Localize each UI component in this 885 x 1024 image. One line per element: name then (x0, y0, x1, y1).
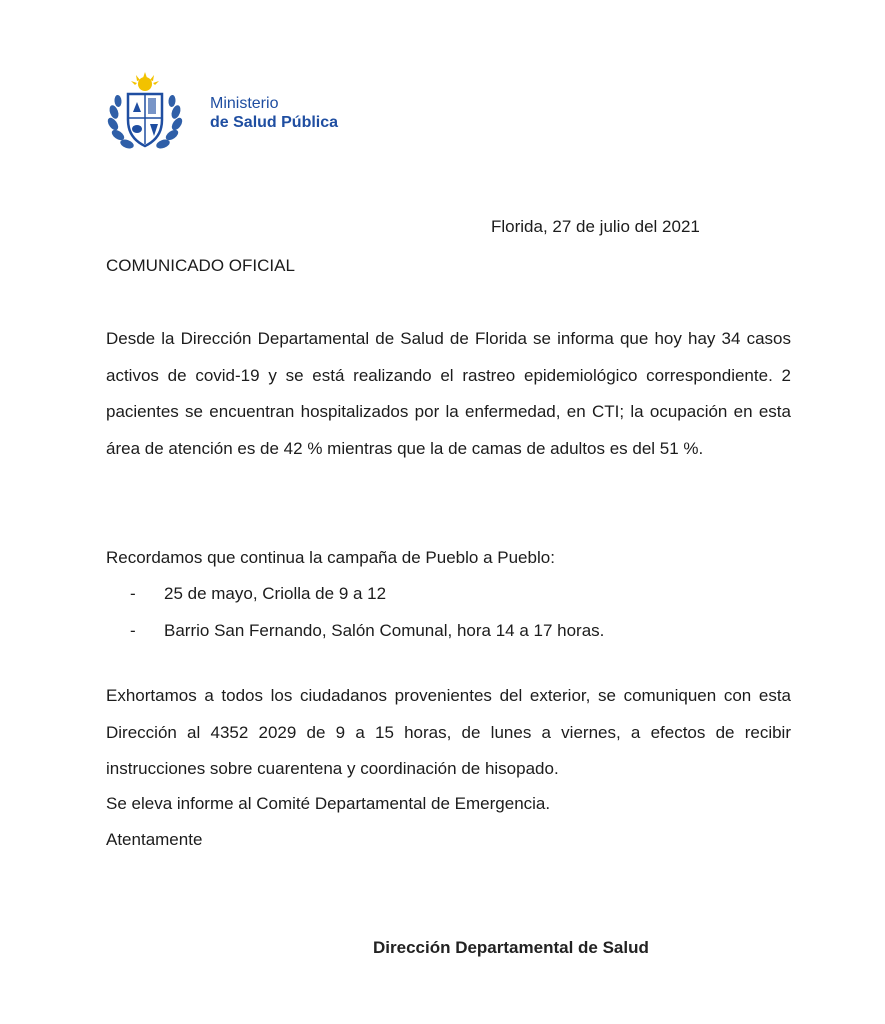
document-date: Florida, 27 de julio del 2021 (491, 217, 700, 236)
ministry-line2: de Salud Pública (210, 114, 339, 131)
report-line: Se eleva informe al Comité Departamental de Emergencia. (106, 794, 551, 813)
ministry-name (210, 94, 338, 132)
paragraph-cases: Desde la Dirección Departamental de Salud de Florida se informa que hoy hay 34 casos activos de covid-19 y se está realizando el rastreo epidemiológico correspondiente. 2 pacientes se encuentran hospitalizados por la enfermedad, en CTI; la ocupación en esta área de atención es de 42 % mientras que la de camas de adultos es del 51 %. (106, 329, 791, 458)
list-marker: - (130, 584, 136, 603)
list-marker: - (130, 620, 136, 640)
closing: Atentamente (106, 830, 203, 849)
signature: Dirección Departamental de Salud (373, 938, 649, 957)
paragraph-travelers: Exhortamos a todos los ciudadanos provenientes del exterior, se comuniquen con esta Dirección al 4352 2029 de 9 a 15 horas, de lunes a viernes, a efectos de recibir instrucciones sobre cuarentena y coordinación de hisopado. (106, 686, 791, 778)
list-item-text: 25 de mayo, Criolla de 9 a 12 (164, 584, 387, 603)
paragraph-campaign: Recordamos que continua la campaña de Pueblo a Pueblo: (106, 548, 555, 567)
list-item (130, 613, 604, 650)
coat-of-arms-icon (106, 72, 184, 154)
list-item-text: Barrio San Fernando, Salón Comunal, hora 14 a 17 horas. (164, 620, 605, 640)
ministry-line1: Ministerio (210, 95, 279, 112)
document-heading: COMUNICADO OFICIAL (106, 256, 295, 275)
list-item (130, 576, 604, 613)
ministry-logo (106, 72, 356, 154)
campaign-list (130, 576, 604, 649)
